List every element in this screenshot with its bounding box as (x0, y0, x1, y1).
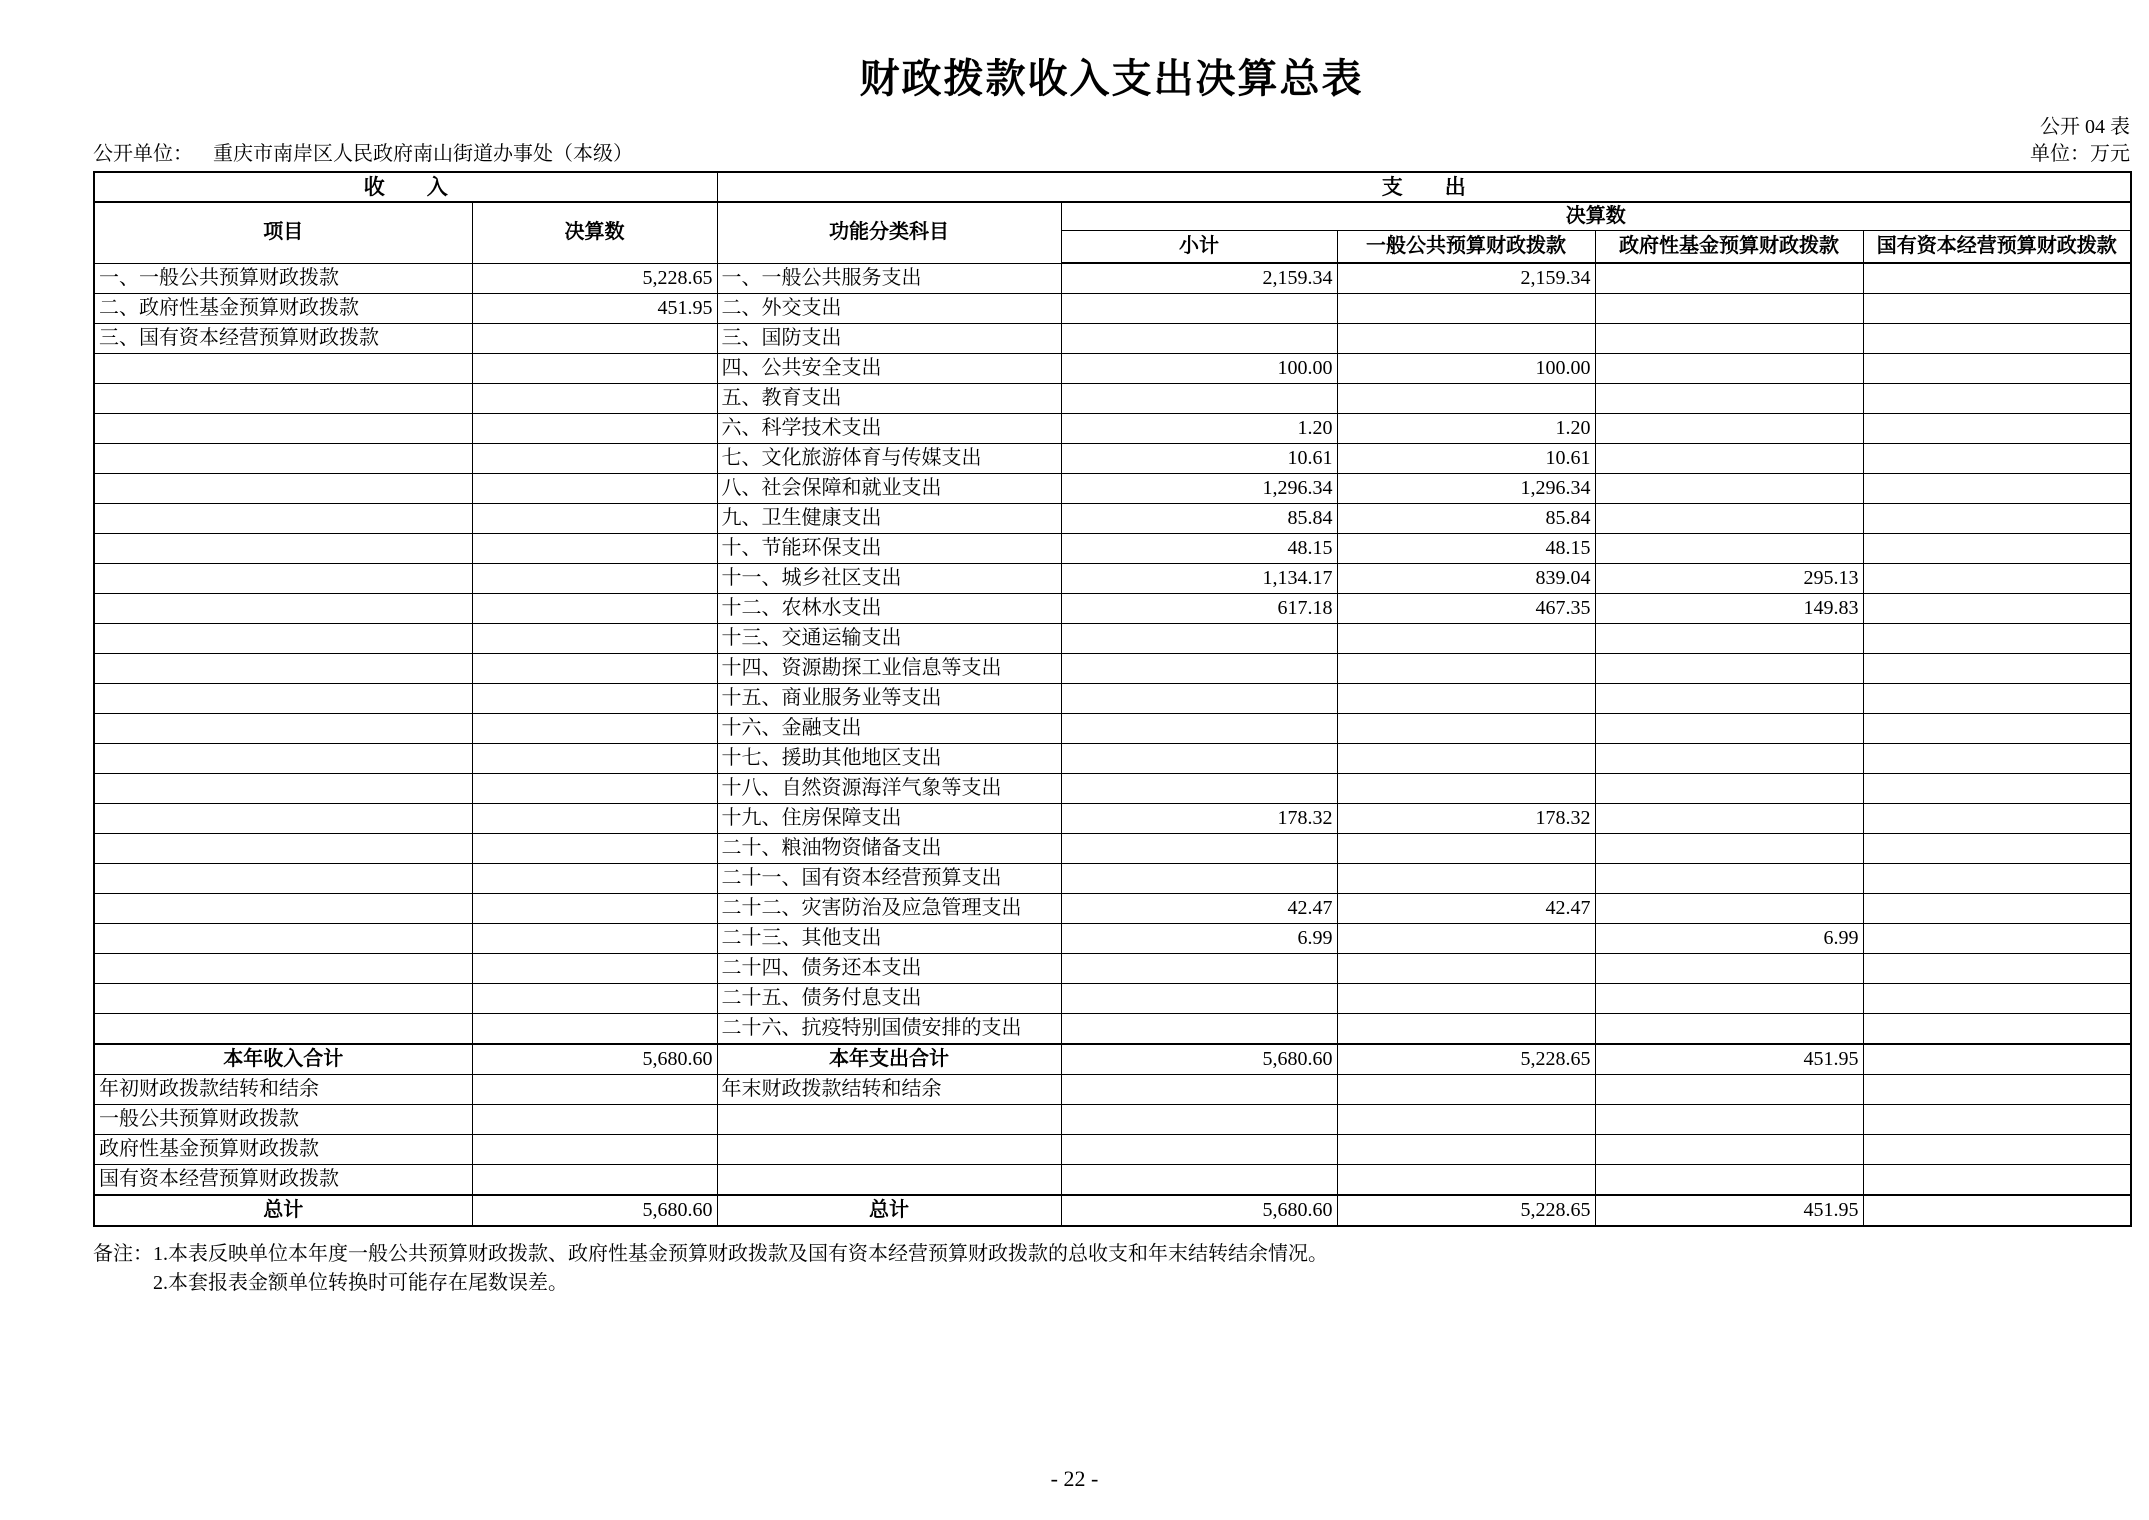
expense-fund-cell (1595, 1135, 1863, 1165)
expense-subject-header: 功能分类科目 (717, 202, 1061, 263)
table-row (94, 684, 2131, 714)
table-row (94, 1195, 2131, 1226)
expense-capital-cell (1863, 804, 2131, 834)
expense-subject-cell: 四、公共安全支出 (717, 354, 1061, 384)
income-amount-cell: 5,680.60 (472, 1044, 717, 1075)
expense-fund-cell (1595, 534, 1863, 564)
expense-capital-cell (1863, 534, 2131, 564)
income-item-cell (94, 654, 472, 684)
table-row (94, 354, 2131, 384)
table-row (94, 594, 2131, 624)
expense-general-cell: 467.35 (1337, 594, 1595, 624)
income-item-cell: 政府性基金预算财政拨款 (94, 1135, 472, 1165)
expense-general-cell: 839.04 (1337, 564, 1595, 594)
expense-subtotal-cell (1061, 1105, 1337, 1135)
expense-subject-cell: 二十五、债务付息支出 (717, 984, 1061, 1014)
table-row (94, 834, 2131, 864)
table-row (94, 1105, 2131, 1135)
expense-fund-cell (1595, 654, 1863, 684)
table-row (94, 294, 2131, 324)
income-amount-cell (472, 804, 717, 834)
expense-capital-cell (1863, 1075, 2131, 1105)
income-amount-cell (472, 1105, 717, 1135)
table-row (94, 564, 2131, 594)
expense-fund-cell (1595, 324, 1863, 354)
expense-subtotal-cell (1061, 1165, 1337, 1196)
expense-subject-cell: 二、外交支出 (717, 294, 1061, 324)
expense-subtotal-cell: 100.00 (1061, 354, 1337, 384)
expense-subject-cell: 六、科学技术支出 (717, 414, 1061, 444)
expense-subject-cell: 十三、交通运输支出 (717, 624, 1061, 654)
sheet (93, 0, 2130, 1298)
income-amount-cell (472, 684, 717, 714)
expense-capital-cell (1863, 894, 2131, 924)
org-name: 重庆市南岸区人民政府南山街道办事处（本级） (213, 143, 633, 165)
expense-section-header: 支 出 (717, 172, 2131, 202)
table-row (94, 414, 2131, 444)
income-amount-cell (472, 504, 717, 534)
expense-subject-cell: 二十六、抗疫特别国债安排的支出 (717, 1014, 1061, 1045)
expense-subject-cell (717, 1135, 1061, 1165)
expense-subject-cell: 十一、城乡社区支出 (717, 564, 1061, 594)
expense-subtotal-cell (1061, 1014, 1337, 1045)
expense-state-capital-header: 国有资本经营预算财政拨款 (1863, 231, 2131, 264)
expense-capital-cell (1863, 324, 2131, 354)
table-row (94, 504, 2131, 534)
footnote-line-1: 1.本表反映单位本年度一般公共预算财政拨款、政府性基金预算财政拨款及国有资本经营预算财政拨款的总收支和年末结转结余情况。 (153, 1243, 1328, 1265)
expense-amount-group-header: 决算数 (1061, 202, 2131, 231)
page-title: 财政拨款收入支出决算总表 (859, 56, 1364, 101)
expense-subtotal-cell (1061, 294, 1337, 324)
expense-general-cell (1337, 684, 1595, 714)
income-item-cell: 本年收入合计 (94, 1044, 472, 1075)
expense-general-cell: 100.00 (1337, 354, 1595, 384)
table-row (94, 324, 2131, 354)
expense-subtotal-cell: 48.15 (1061, 534, 1337, 564)
expense-subject-cell: 一、一般公共服务支出 (717, 263, 1061, 294)
expense-capital-cell (1863, 684, 2131, 714)
expense-general-cell (1337, 954, 1595, 984)
income-item-cell: 年初财政拨款结转和结余 (94, 1075, 472, 1105)
expense-general-cell (1337, 1105, 1595, 1135)
table-row (94, 954, 2131, 984)
income-amount-cell (472, 654, 717, 684)
expense-subtotal-cell: 1.20 (1061, 414, 1337, 444)
meta-row (93, 141, 2130, 167)
income-amount-cell (472, 1075, 717, 1105)
expense-fund-cell (1595, 624, 1863, 654)
expense-subtotal-cell (1061, 1135, 1337, 1165)
table-row (94, 654, 2131, 684)
expense-capital-cell (1863, 744, 2131, 774)
table-row (94, 894, 2131, 924)
expense-capital-cell (1863, 444, 2131, 474)
income-item-cell (94, 714, 472, 744)
expense-fund-cell (1595, 474, 1863, 504)
expense-subtotal-cell (1061, 864, 1337, 894)
table-row (94, 444, 2131, 474)
expense-subtotal-cell: 85.84 (1061, 504, 1337, 534)
expense-subject-cell: 三、国防支出 (717, 324, 1061, 354)
expense-subtotal-cell (1061, 384, 1337, 414)
expense-fund-cell (1595, 1165, 1863, 1196)
expense-general-cell: 1,296.34 (1337, 474, 1595, 504)
expense-gov-fund-header: 政府性基金预算财政拨款 (1595, 231, 1863, 264)
expense-subtotal-cell (1061, 1075, 1337, 1105)
expense-subject-cell: 十五、商业服务业等支出 (717, 684, 1061, 714)
expense-general-cell (1337, 624, 1595, 654)
expense-capital-cell (1863, 654, 2131, 684)
income-item-cell: 一、一般公共预算财政拨款 (94, 263, 472, 294)
income-amount-cell (472, 954, 717, 984)
expense-capital-cell (1863, 1044, 2131, 1075)
income-amount-cell: 5,680.60 (472, 1195, 717, 1226)
income-amount-cell (472, 384, 717, 414)
expense-subtotal-cell (1061, 774, 1337, 804)
income-item-cell (94, 774, 472, 804)
expense-fund-cell (1595, 954, 1863, 984)
expense-fund-cell (1595, 444, 1863, 474)
income-amount-cell (472, 1165, 717, 1196)
expense-subtotal-cell (1061, 324, 1337, 354)
org-line (93, 141, 633, 167)
table-row (94, 744, 2131, 774)
income-item-cell (94, 504, 472, 534)
expense-subject-cell: 二十四、债务还本支出 (717, 954, 1061, 984)
expense-subject-cell: 十八、自然资源海洋气象等支出 (717, 774, 1061, 804)
expense-subtotal-cell: 178.32 (1061, 804, 1337, 834)
expense-subtotal-cell: 6.99 (1061, 924, 1337, 954)
expense-fund-cell (1595, 744, 1863, 774)
income-amount-cell (472, 324, 717, 354)
income-item-cell (94, 384, 472, 414)
expense-general-cell: 42.47 (1337, 894, 1595, 924)
expense-subject-cell: 十九、住房保障支出 (717, 804, 1061, 834)
expense-general-cell: 178.32 (1337, 804, 1595, 834)
expense-capital-cell (1863, 474, 2131, 504)
expense-subject-cell: 十六、金融支出 (717, 714, 1061, 744)
section-header-row (94, 172, 2131, 202)
income-item-cell (94, 564, 472, 594)
expense-general-cell: 5,228.65 (1337, 1044, 1595, 1075)
expense-fund-cell (1595, 384, 1863, 414)
expense-fund-cell (1595, 354, 1863, 384)
expense-general-cell (1337, 744, 1595, 774)
expense-subtotal-cell: 10.61 (1061, 444, 1337, 474)
income-amount-cell (472, 1135, 717, 1165)
expense-general-cell (1337, 1075, 1595, 1105)
income-amount-cell (472, 714, 717, 744)
expense-subtotal-cell (1061, 834, 1337, 864)
expense-subject-cell: 九、卫生健康支出 (717, 504, 1061, 534)
expense-subtotal-cell: 617.18 (1061, 594, 1337, 624)
expense-capital-cell (1863, 774, 2131, 804)
expense-subtotal-cell (1061, 984, 1337, 1014)
expense-subtotal-cell (1061, 744, 1337, 774)
income-item-cell (94, 684, 472, 714)
expense-fund-cell: 295.13 (1595, 564, 1863, 594)
income-amount-cell (472, 864, 717, 894)
expense-fund-cell (1595, 1105, 1863, 1135)
table-row (94, 534, 2131, 564)
income-item-cell (94, 1014, 472, 1045)
expense-fund-cell (1595, 864, 1863, 894)
income-amount-cell (472, 744, 717, 774)
expense-subject-cell: 十七、援助其他地区支出 (717, 744, 1061, 774)
expense-general-cell (1337, 1165, 1595, 1196)
income-item-header: 项目 (94, 202, 472, 263)
income-amount-cell (472, 624, 717, 654)
table-row (94, 1075, 2131, 1105)
income-item-cell (94, 534, 472, 564)
expense-capital-cell (1863, 1135, 2131, 1165)
expense-fund-cell (1595, 263, 1863, 294)
expense-capital-cell (1863, 594, 2131, 624)
income-amount-cell (472, 774, 717, 804)
expense-fund-cell (1595, 1014, 1863, 1045)
expense-capital-cell (1863, 954, 2131, 984)
table-row (94, 924, 2131, 954)
table-row (94, 774, 2131, 804)
expense-subject-cell: 二十、粮油物资储备支出 (717, 834, 1061, 864)
expense-subject-cell (717, 1105, 1061, 1135)
income-item-cell (94, 804, 472, 834)
footnote-prefix: 备注： (93, 1243, 153, 1265)
income-amount-cell: 5,228.65 (472, 263, 717, 294)
table-row (94, 804, 2131, 834)
expense-fund-cell: 149.83 (1595, 594, 1863, 624)
income-amount-header: 决算数 (472, 202, 717, 263)
footnote-body (153, 1240, 2130, 1298)
expense-capital-cell (1863, 1165, 2131, 1196)
expense-capital-cell (1863, 414, 2131, 444)
table-row (94, 474, 2131, 504)
expense-subtotal-header: 小计 (1061, 231, 1337, 264)
expense-fund-cell (1595, 294, 1863, 324)
expense-capital-cell (1863, 834, 2131, 864)
expense-subject-cell: 十二、农林水支出 (717, 594, 1061, 624)
expense-general-cell: 10.61 (1337, 444, 1595, 474)
expense-general-budget-header: 一般公共预算财政拨款 (1337, 231, 1595, 264)
expense-capital-cell (1863, 1195, 2131, 1226)
expense-subtotal-cell (1061, 624, 1337, 654)
expense-fund-cell (1595, 714, 1863, 744)
income-item-cell (94, 864, 472, 894)
income-item-cell (94, 414, 472, 444)
expense-capital-cell (1863, 294, 2131, 324)
expense-fund-cell: 6.99 (1595, 924, 1863, 954)
budget-table (93, 171, 2132, 1227)
expense-capital-cell (1863, 984, 2131, 1014)
expense-capital-cell (1863, 384, 2131, 414)
income-amount-cell (472, 354, 717, 384)
income-item-cell (94, 954, 472, 984)
expense-general-cell (1337, 924, 1595, 954)
income-amount-cell (472, 894, 717, 924)
expense-subject-cell: 本年支出合计 (717, 1044, 1061, 1075)
expense-subject-cell (717, 1165, 1061, 1196)
table-row (94, 1135, 2131, 1165)
income-amount-cell (472, 924, 717, 954)
income-item-cell: 一般公共预算财政拨款 (94, 1105, 472, 1135)
income-amount-cell (472, 834, 717, 864)
expense-subtotal-cell: 5,680.60 (1061, 1044, 1337, 1075)
income-amount-cell (472, 474, 717, 504)
expense-general-cell (1337, 654, 1595, 684)
expense-capital-cell (1863, 564, 2131, 594)
expense-general-cell (1337, 294, 1595, 324)
expense-general-cell: 5,228.65 (1337, 1195, 1595, 1226)
expense-general-cell: 85.84 (1337, 504, 1595, 534)
table-row (94, 624, 2131, 654)
income-item-cell (94, 444, 472, 474)
expense-subtotal-cell: 42.47 (1061, 894, 1337, 924)
income-amount-cell (472, 444, 717, 474)
income-item-cell (94, 924, 472, 954)
expense-general-cell (1337, 864, 1595, 894)
expense-capital-cell (1863, 624, 2131, 654)
expense-general-cell (1337, 1135, 1595, 1165)
expense-capital-cell (1863, 1105, 2131, 1135)
income-item-cell (94, 744, 472, 774)
table-row (94, 984, 2131, 1014)
expense-fund-cell (1595, 504, 1863, 534)
table-row (94, 1014, 2131, 1045)
expense-capital-cell (1863, 714, 2131, 744)
expense-fund-cell (1595, 834, 1863, 864)
income-item-cell (94, 624, 472, 654)
sheet-number-label: 公开 04 表 (2040, 116, 2130, 138)
expense-subtotal-cell: 1,296.34 (1061, 474, 1337, 504)
income-amount-cell (472, 564, 717, 594)
table-row (94, 1044, 2131, 1075)
expense-fund-cell (1595, 414, 1863, 444)
expense-fund-cell: 451.95 (1595, 1195, 1863, 1226)
unit-label: 单位：万元 (2030, 143, 2130, 165)
expense-subtotal-cell (1061, 684, 1337, 714)
table-row (94, 864, 2131, 894)
expense-subject-cell: 年末财政拨款结转和结余 (717, 1075, 1061, 1105)
expense-subject-cell: 七、文化旅游体育与传媒支出 (717, 444, 1061, 474)
expense-subtotal-cell: 1,134.17 (1061, 564, 1337, 594)
expense-subject-cell: 十四、资源勘探工业信息等支出 (717, 654, 1061, 684)
income-section-header: 收 入 (94, 172, 717, 202)
expense-subtotal-cell (1061, 954, 1337, 984)
expense-general-cell (1337, 1014, 1595, 1045)
expense-general-cell (1337, 834, 1595, 864)
expense-general-cell: 2,159.34 (1337, 263, 1595, 294)
org-prefix: 公开单位： (93, 143, 193, 165)
table-row (94, 263, 2131, 294)
footnote-line-2: 2.本套报表金额单位转换时可能存在尾数误差。 (153, 1272, 568, 1294)
expense-general-cell: 48.15 (1337, 534, 1595, 564)
expense-capital-cell (1863, 354, 2131, 384)
expense-subject-cell: 五、教育支出 (717, 384, 1061, 414)
income-amount-cell: 451.95 (472, 294, 717, 324)
table-row (94, 714, 2131, 744)
expense-general-cell (1337, 774, 1595, 804)
income-item-cell (94, 834, 472, 864)
expense-subtotal-cell: 5,680.60 (1061, 1195, 1337, 1226)
expense-fund-cell (1595, 894, 1863, 924)
expense-subject-cell: 二十一、国有资本经营预算支出 (717, 864, 1061, 894)
expense-subject-cell: 十、节能环保支出 (717, 534, 1061, 564)
expense-capital-cell (1863, 263, 2131, 294)
expense-fund-cell (1595, 804, 1863, 834)
table-row (94, 384, 2131, 414)
income-amount-cell (472, 534, 717, 564)
expense-capital-cell (1863, 1014, 2131, 1045)
expense-fund-cell (1595, 684, 1863, 714)
column-header-row-1 (94, 202, 2131, 231)
income-item-cell (94, 894, 472, 924)
income-item-cell (94, 594, 472, 624)
expense-subtotal-cell (1061, 714, 1337, 744)
expense-subject-cell: 八、社会保障和就业支出 (717, 474, 1061, 504)
expense-general-cell (1337, 714, 1595, 744)
income-amount-cell (472, 984, 717, 1014)
income-item-cell: 国有资本经营预算财政拨款 (94, 1165, 472, 1196)
expense-subject-cell: 二十二、灾害防治及应急管理支出 (717, 894, 1061, 924)
expense-fund-cell: 451.95 (1595, 1044, 1863, 1075)
expense-capital-cell (1863, 864, 2131, 894)
expense-general-cell (1337, 324, 1595, 354)
expense-capital-cell (1863, 924, 2131, 954)
expense-general-cell (1337, 984, 1595, 1014)
expense-fund-cell (1595, 1075, 1863, 1105)
budget-table-body (94, 172, 2131, 1226)
income-item-cell (94, 354, 472, 384)
expense-fund-cell (1595, 774, 1863, 804)
income-amount-cell (472, 594, 717, 624)
income-amount-cell (472, 414, 717, 444)
table-row (94, 1165, 2131, 1196)
expense-general-cell: 1.20 (1337, 414, 1595, 444)
expense-subtotal-cell (1061, 654, 1337, 684)
expense-capital-cell (1863, 504, 2131, 534)
expense-subject-cell: 总计 (717, 1195, 1061, 1226)
income-item-cell (94, 474, 472, 504)
income-amount-cell (472, 1014, 717, 1045)
income-item-cell: 二、政府性基金预算财政拨款 (94, 294, 472, 324)
page-number: - 22 - (1050, 1466, 1099, 1491)
footnotes (93, 1240, 2130, 1298)
expense-subject-cell: 二十三、其他支出 (717, 924, 1061, 954)
expense-general-cell (1337, 384, 1595, 414)
expense-fund-cell (1595, 984, 1863, 1014)
income-item-cell: 三、国有资本经营预算财政拨款 (94, 324, 472, 354)
income-item-cell: 总计 (94, 1195, 472, 1226)
expense-subtotal-cell: 2,159.34 (1061, 263, 1337, 294)
income-item-cell (94, 984, 472, 1014)
